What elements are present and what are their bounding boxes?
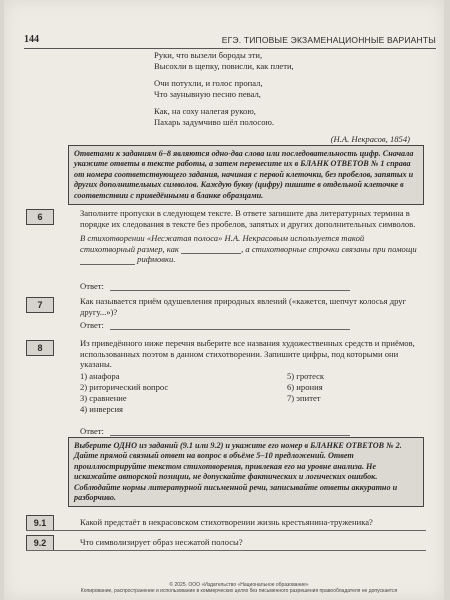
instructions-box-9: Выберите ОДНО из заданий (9.1 или 9.2) и укажите его номер в БЛАНКЕ ОТВЕТОВ № 2. Дайте прямой связный ответ на вопрос в объёме 5–10 предложений. Ответ проиллюстрируйте текстом стихотворения, привлекая его на уровне анализа. Не искажайте авторской позиции, не допускайте фактических и логических ошибок. Соблюдайте нормы литературной письменной речи, записывайте ответы аккуратно и разборчиво. [68, 437, 424, 507]
task-7-answer-row [80, 320, 380, 330]
option-item: 3) сравнение [80, 393, 127, 403]
answer-field-6[interactable] [110, 282, 350, 291]
option-item: 4) инверсия [80, 404, 123, 414]
divider [26, 550, 426, 551]
answer-label: Ответ: [80, 426, 104, 436]
option-item: 5) гротеск [287, 371, 325, 381]
poem-attribution: (Н.А. Некрасов, 1854) [330, 134, 410, 144]
task-number-9-2: 9.2 [26, 535, 54, 551]
options-right [287, 371, 324, 404]
task-7-text: Как называется приём одушевления природных явлений («кажется, шепчут колосья друг другу...»)? [80, 296, 407, 317]
poem-stanza [154, 78, 414, 100]
document-page [4, 0, 444, 600]
task-9-2-text: Что символизирует образ несжатой полосы? [80, 537, 243, 547]
task-8-options [80, 371, 380, 417]
task-9-2 [26, 535, 426, 551]
task-6-text: Заполните пропуски в следующем тексте. В ответе запишите два литературных термина в порядке их следования в тексте без пробелов, запятых и других дополнительных символов. [80, 208, 416, 229]
task-8-answer-row [80, 426, 380, 436]
poem-line: Очи потухли, и голос пропал, [154, 78, 263, 88]
poem-line: Пахарь задумчиво шёл полосою. [154, 117, 275, 127]
options-left [80, 371, 168, 415]
task-6-fill-b: , а стихотворные строчки связаны при помощи [241, 243, 417, 254]
task-9-1-text: Какой предстаёт в некрасовском стихотворении жизнь крестьянина-труженика? [80, 517, 373, 527]
task-number-6: 6 [26, 209, 54, 225]
poem-line: Как, на соху налегая рукою, [154, 106, 256, 116]
task-8-text: Из приведённого ниже перечня выберите все названия художественных средств и приёмов, использованных поэтом в данном стихотворении. Запишите цифры, под которыми они указаны. [80, 338, 415, 370]
task-6-fill-text [80, 233, 420, 265]
option-item: 2) риторический вопрос [80, 382, 169, 392]
task-6 [80, 208, 420, 265]
task-9-1 [26, 515, 426, 531]
blank-1[interactable] [181, 245, 241, 254]
task-number-9-1: 9.1 [26, 515, 54, 531]
answer-field-7[interactable] [110, 321, 350, 330]
answer-field-8[interactable] [110, 427, 350, 436]
blank-2[interactable] [80, 256, 135, 265]
poem-line: Высохли в щепку, повисли, как плети, [154, 61, 294, 71]
page-footer [44, 582, 434, 594]
poem-stanza [154, 106, 414, 128]
poem-line: Руки, что вызели бороды эти, [154, 50, 263, 60]
divider [26, 530, 426, 531]
option-item: 1) анафора [80, 371, 120, 381]
poem-excerpt [154, 50, 414, 145]
task-number-8: 8 [26, 340, 54, 356]
option-item: 7) эпитет [287, 393, 321, 403]
instructions-box-6-8: Ответами к заданиям 6–8 являются одно-два слова или последовательность цифр. Сначала укажите ответы в тексте работы, а затем перенесите их в БЛАНК ОТВЕТОВ № 1 справа от номера соответствующего задания, начиная с первой клеточки, без пробелов, запятых и других дополнительных символов. Каждую букву (цифру) пишите в отдельной клеточке в соответствии с приведёнными в бланке образцами. [68, 145, 424, 205]
copyright-notice: Копирование, распространение и использование в коммерческих целях без письменного разрешения правообладателя не допускается [80, 588, 398, 594]
task-6-answer-row [80, 281, 380, 291]
copyright-line: © 2025. ООО «Издательство «Национальное образование» [169, 582, 309, 588]
task-6-fill-c: рифмовки. [137, 254, 176, 265]
poem-stanza [154, 50, 414, 72]
page-number: 144 [24, 34, 39, 45]
answer-label: Ответ: [80, 281, 104, 291]
task-number-7: 7 [26, 297, 54, 313]
poem-line: Что заунывную песню певал, [154, 89, 261, 99]
option-item: 6) ирония [287, 382, 323, 392]
answer-label: Ответ: [80, 320, 104, 330]
running-title: ЕГЭ. ТИПОВЫЕ ЭКЗАМЕНАЦИОННЫЕ ВАРИАНТЫ [221, 35, 436, 45]
page-header [24, 34, 436, 49]
task-6-fill-a: В стихотворении «Несжатая полоса» Н.А. Некрасовым используется такой стихотворный размер, как [80, 233, 365, 254]
